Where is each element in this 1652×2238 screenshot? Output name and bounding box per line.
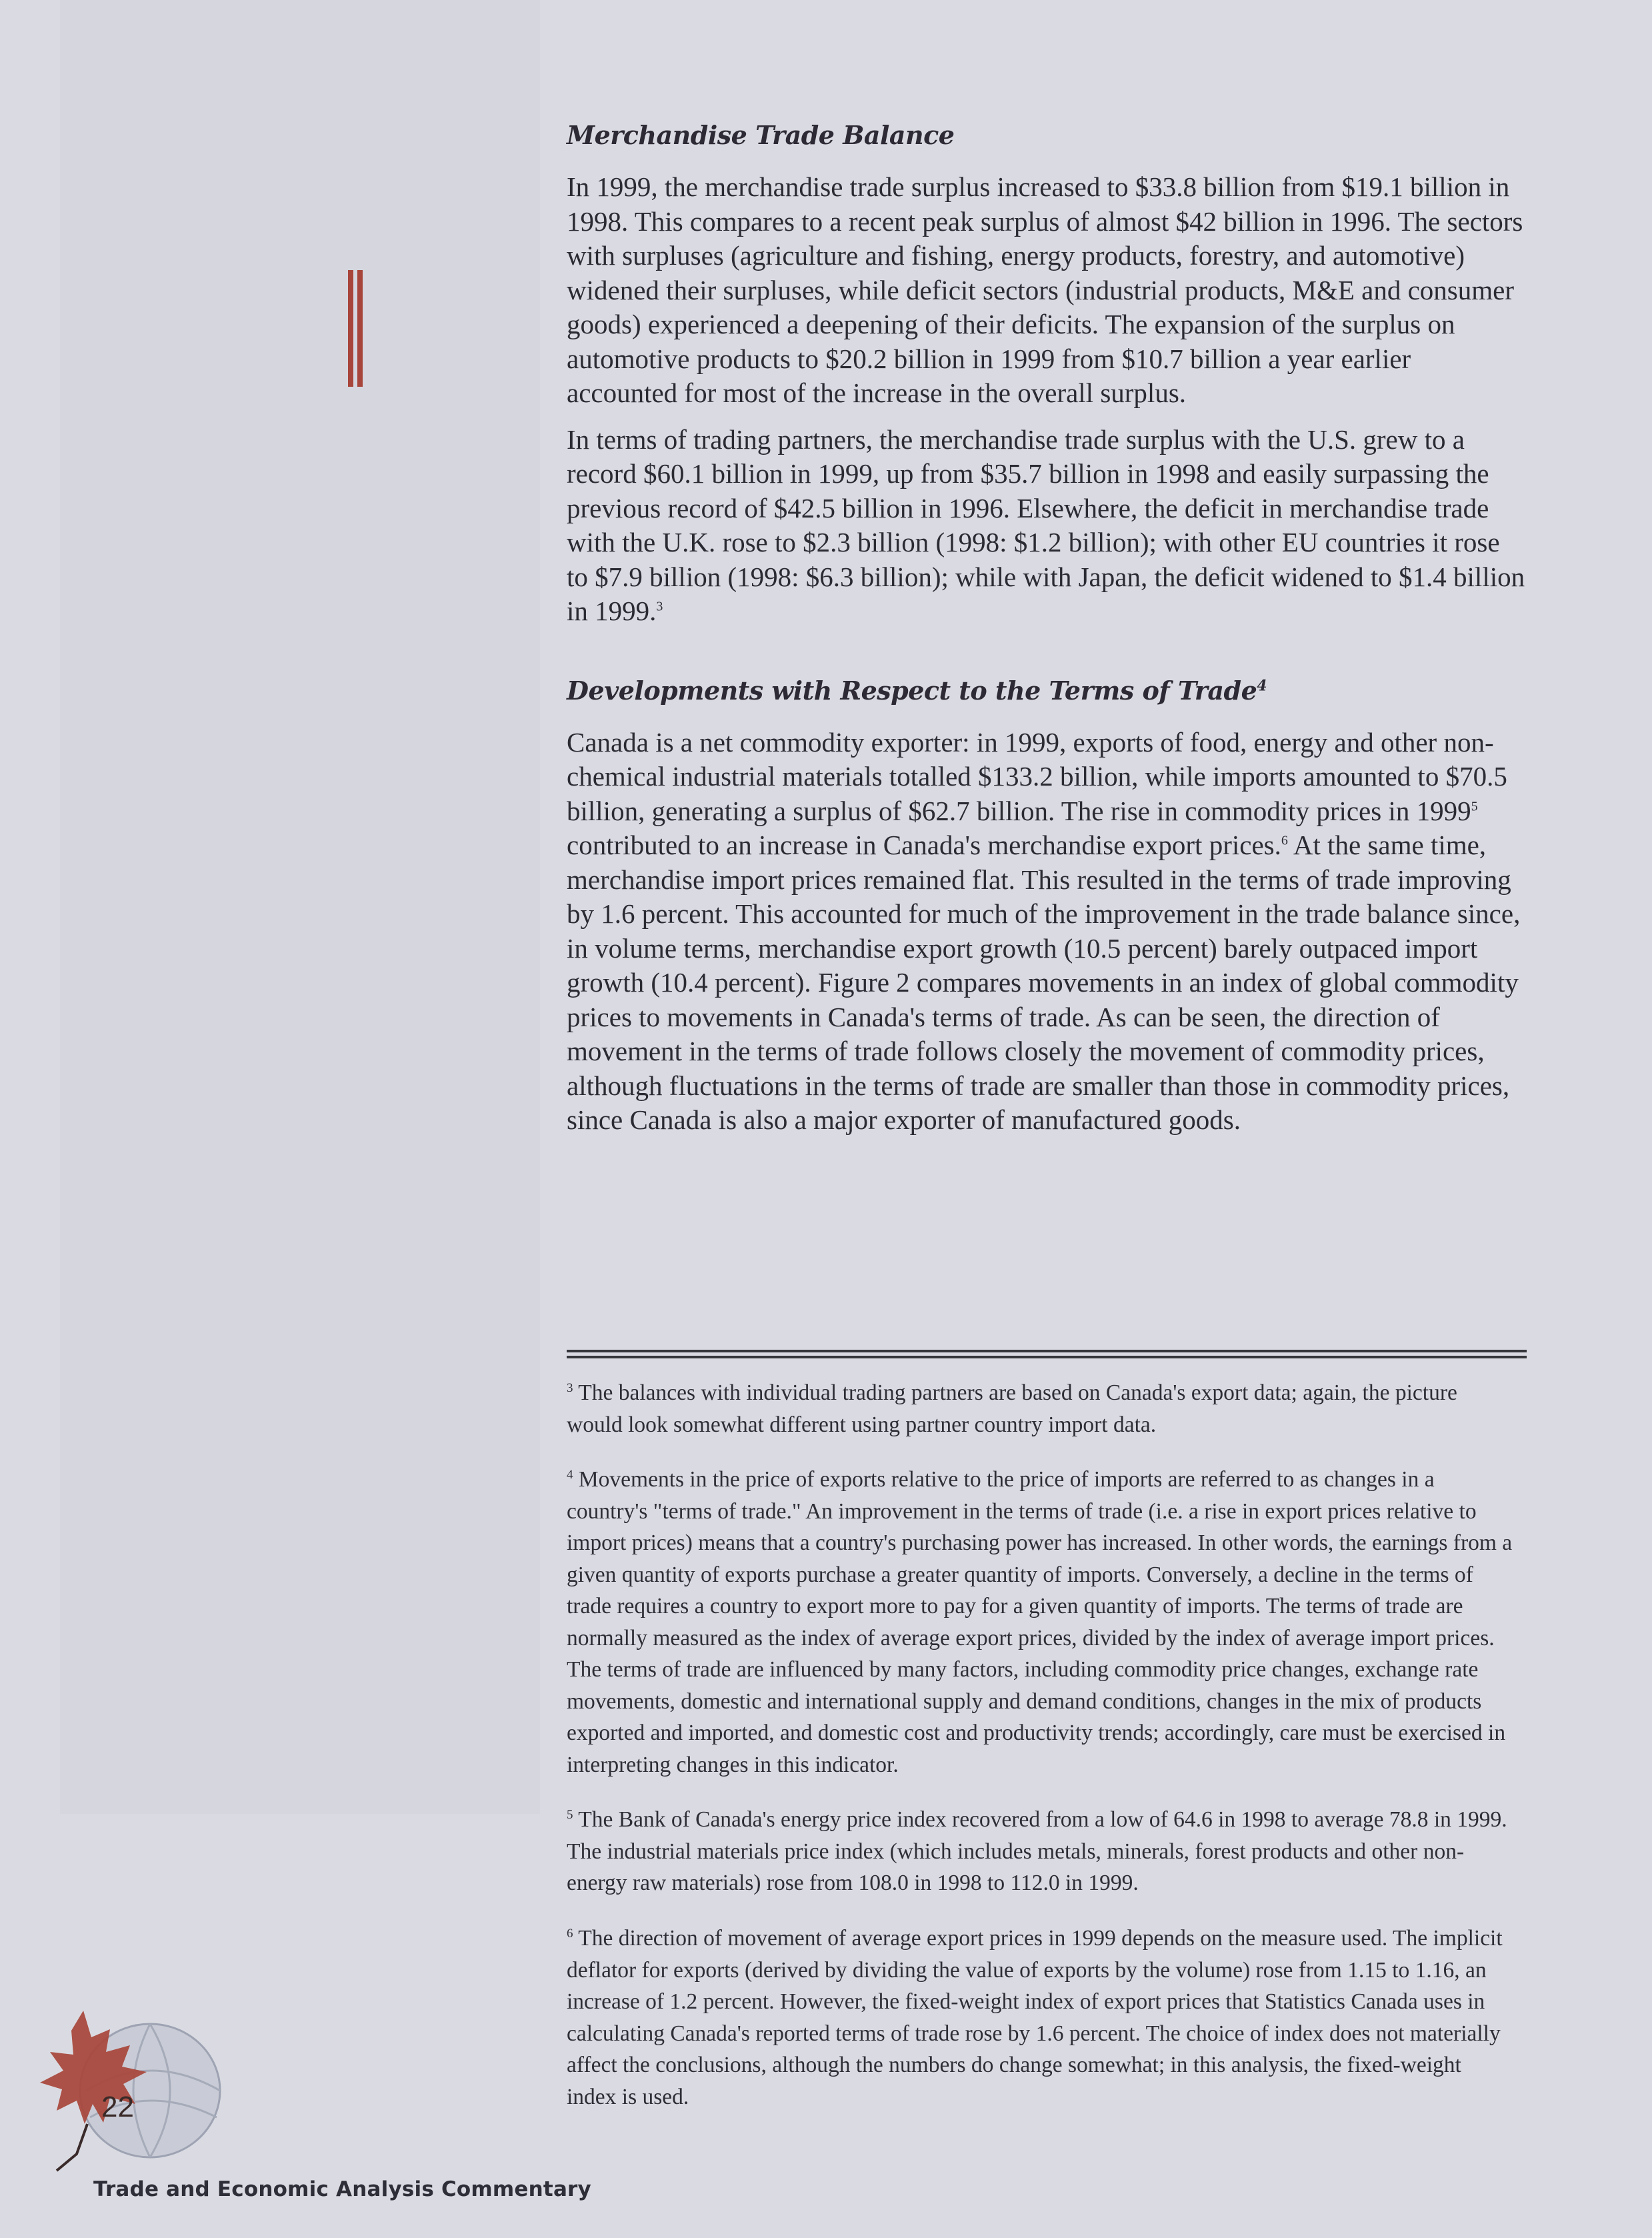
accent-bar (357, 270, 363, 387)
heading-text: Developments with Respect to the Terms of Trade (567, 675, 1257, 706)
footnote-divider (567, 1350, 1527, 1359)
footnote-ref[interactable]: 4 (1257, 676, 1267, 694)
footnote-text: The balances with individual trading partners are based on Canada's export data; again, the picture would look somewhat different using partner country import data. (567, 1380, 1457, 1437)
footnote (567, 1372, 1513, 1440)
footnote-ref[interactable]: 5 (1471, 798, 1478, 814)
paragraph-text: At the same time, merchandise import prices remained flat. This resulted in the terms of trade improving by 1.6 percent. This accounted for much of the improvement in the trade balance since, in volume terms, merchandise export growth (10.5 percent) barely outpaced import growth (10.4 percent). Figure 2 compares movements in an index of global commodity prices to movements in Canada's terms of trade. As can be seen, the direction of movement in the terms of trade follows closely the movement of commodity prices, although fluctuations in the terms of trade are smaller than those in commodity prices, since Canada is also a major exporter of manufactured goods. (567, 830, 1521, 1135)
footnote-number: 3 (567, 1381, 573, 1395)
footnote (567, 1799, 1513, 1899)
footnote (567, 1918, 1513, 2113)
section-heading-terms-of-trade (567, 676, 1527, 706)
footnote-text: The Bank of Canada's energy price index recovered from a low of 64.6 in 1998 to average 78.8 in 1999. The industrial materials price index (which includes metals, minerals, forest products and other non-energy raw materials) rose from 108.0 in 1998 to 112.0 in 1999. (567, 1807, 1507, 1896)
paragraph (567, 726, 1527, 1138)
footnote-number: 6 (567, 1926, 573, 1941)
paragraph: In 1999, the merchandise trade surplus increased to $33.8 billion from $19.1 billion in 1998. This compares to a recent peak surplus of almost $42 billion in 1996. The sectors with surpluses (agriculture and fishing, energy products, forestry, and automotive) widened their surpluses, while deficit sectors (industrial products, M&E and consumer goods) experienced a deepening of their deficits. The expansion of the surplus on automotive products to $20.2 billion in 1999 from $10.7 billion a year earlier accounted for most of the increase in the overall surplus. (567, 171, 1523, 408)
footnote-text: The direction of movement of average export prices in 1999 depends on the measure used. The implicit deflator for exports (derived by dividing the value of exports by the volume) rose from 1.15 to 1.16, an increase of 1.2 percent. However, the fixed-weight index of export prices that Statistics Canada uses in calculating Canada's reported terms of trade rose by 1.6 percent. The choice of index does not materially affect the conclusions, although the numbers do change somewhat; in this analysis, the fixed-weight index is used. (567, 1926, 1503, 2109)
footnote-ref[interactable]: 3 (656, 599, 663, 614)
accent-bar (348, 270, 353, 387)
footnote-text: Movements in the price of exports relative to the price of imports are referred to as changes in a country's "terms of trade." An improvement in the terms of trade (i.e. a rise in export prices relative to import prices) means that a country's purchasing power has increased. In other words, the earnings from a given quantity of exports purchase a greater quantity of imports. Conversely, a decline in the terms of trade requires a country to export more to pay for a given quantity of imports. The terms of trade are normally measured as the index of average export prices, divided by the index of average import prices. The terms of trade are influenced by many factors, including commodity price changes, exchange rate movements, domestic and international supply and demand conditions, changes in the mix of products exported and imported, and domestic cost and productivity trends; accordingly, care must be exercised in interpreting changes in this indicator. (567, 1467, 1513, 1777)
footnote-ref[interactable]: 6 (1281, 833, 1288, 848)
section-heading-merchandise: Merchandise Trade Balance (567, 120, 955, 150)
publication-title: Trade and Economic Analysis Commentary (93, 2177, 591, 2201)
footnote-number: 4 (567, 1468, 573, 1482)
paragraph (567, 423, 1527, 629)
paragraph-text: Canada is a net commodity exporter: in 1999, exports of food, energy and other non-chemical industrial materials totalled $133.2 billion, while imports amounted to $70.5 billion, generating a surplus of $62.7 billion. The rise in commodity prices in 1999 (567, 726, 1507, 826)
page-number: 22 (101, 2091, 134, 2123)
paragraph-text: In terms of trading partners, the merchandise trade surplus with the U.S. grew to a record $60.1 billion in 1999, up from $35.7 billion in 1998 and easily surpassing the previous record of $42.5 billion in 1996. Elsewhere, the deficit in merchandise trade with the U.K. rose to $2.3 billion (1998: $1.2 billion); with other EU countries it rose to $7.9 billion (1998: $6.3 billion); while with Japan, the deficit widened to $1.4 billion in 1999. (567, 423, 1525, 626)
main-content (567, 120, 1527, 1150)
paragraph-text: contributed to an increase in Canada's merchandise export prices. (567, 830, 1281, 860)
footnotes (567, 1372, 1513, 2131)
footnote-number: 5 (567, 1808, 573, 1823)
left-margin-panel (60, 0, 540, 1814)
footnote (567, 1459, 1513, 1781)
accent-bars (348, 270, 364, 387)
